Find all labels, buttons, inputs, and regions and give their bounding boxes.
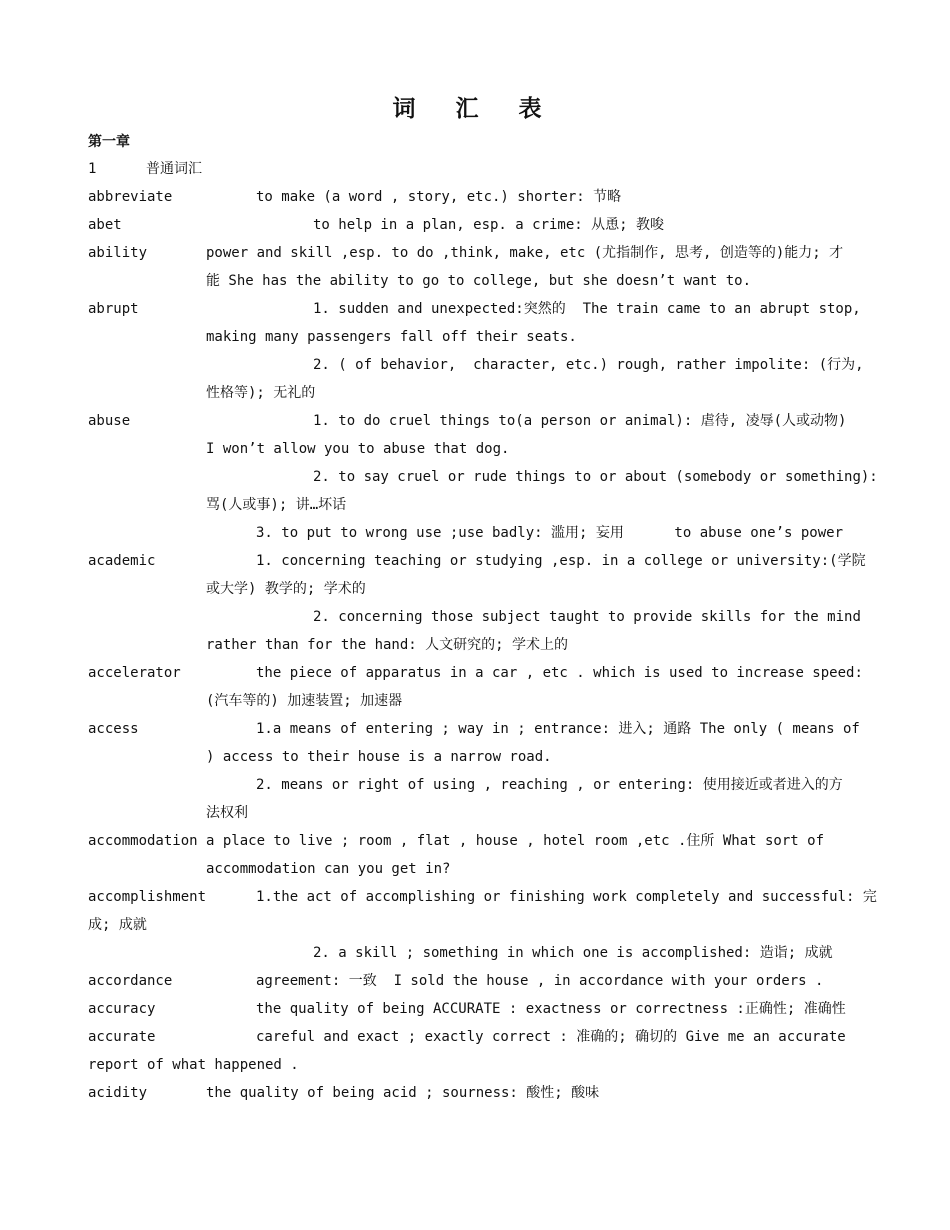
entry-definition: 2. a skill ; something in which one is accomplished: 造诣; 成就 [313, 945, 833, 961]
entry-definition: 2. means or right of using , reaching , or entering: 使用接近或者进入的方 [256, 777, 843, 793]
entry-word: abet [88, 217, 122, 233]
entry-definition: the quality of being ACCURATE : exactness or correctness :正确性; 准确性 [256, 1001, 846, 1017]
entry-word: academic [88, 553, 156, 569]
entry-definition: 1. sudden and unexpected:突然的 The train came to an abrupt stop, [313, 301, 861, 317]
entry-definition: accommodation can you get in? [206, 861, 451, 877]
entry-word: abuse [88, 413, 131, 429]
entry-definition: 1. concerning teaching or studying ,esp. in a college or university:(学院 [256, 553, 866, 569]
page-title: 词 汇 表 [392, 95, 558, 122]
entry-word: access [88, 721, 139, 737]
entry-definition: ) access to their house is a narrow road. [206, 749, 552, 765]
entry-word: accommodation [88, 833, 198, 849]
entry-definition: to make (a word , story, etc.) shorter: 节略 [256, 189, 622, 205]
entry-definition: a place to live ; room , flat , house , hotel room ,etc .住所 What sort of [206, 833, 825, 849]
entry-definition: to help in a plan, esp. a crime: 从恿; 教唆 [313, 217, 665, 233]
entry-word: ability [88, 245, 148, 261]
entry-definition: agreement: 一致 I sold the house , in accordance with your orders . [256, 973, 824, 989]
entry-definition: 1. to do cruel things to(a person or animal): 虐待, 凌辱(人或动物) [313, 413, 847, 429]
chapter-heading: 第一章 [88, 134, 130, 150]
entry-definition: (汽车等的) 加速装置; 加速器 [206, 693, 403, 709]
section-label: 普通词汇 [146, 161, 202, 177]
entry-word: acidity [88, 1085, 148, 1101]
entry-definition: power and skill ,esp. to do ,think, make, etc (尤指制作, 思考, 创造等的)能力; 才 [206, 245, 844, 261]
entry-definition: 3. to put to wrong use ;use badly: 滥用; 妄用 to abuse one’s power [256, 525, 844, 541]
entry-word: accuracy [88, 1001, 156, 1017]
entry-definition: 成; 成就 [88, 917, 147, 933]
entry-definition: 1.the act of accomplishing or finishing work completely and successful: 完 [256, 889, 877, 905]
entry-definition: 骂(人或事); 讲…坏话 [206, 497, 347, 513]
entry-definition: making many passengers fall off their seats. [206, 329, 577, 345]
entry-word: accordance [88, 973, 173, 989]
entry-word: accelerator [88, 665, 181, 681]
entry-definition: 1.a means of entering ; way in ; entrance: 进入; 通路 The only ( means of [256, 721, 860, 737]
entry-word: abbreviate [88, 189, 173, 205]
entry-definition: 法权利 [206, 805, 248, 821]
entry-definition: 2. ( of behavior, character, etc.) rough, rather impolite: (行为, [313, 357, 864, 373]
entry-word: accomplishment [88, 889, 207, 905]
entry-definition: rather than for the hand: 人文研究的; 学术上的 [206, 637, 569, 653]
entry-definition: 能 She has the ability to go to college, but she doesn’t want to. [206, 273, 752, 289]
entry-definition: I won’t allow you to abuse that dog. [206, 441, 510, 457]
entry-word: accurate [88, 1029, 156, 1045]
entry-definition: the piece of apparatus in a car , etc . which is used to increase speed: [256, 665, 863, 681]
entry-definition: 2. to say cruel or rude things to or about (somebody or something): [313, 469, 878, 485]
entry-definition: 或大学) 教学的; 学术的 [206, 581, 366, 597]
entry-definition: careful and exact ; exactly correct : 准确的; 确切的 Give me an accurate [256, 1029, 846, 1045]
entry-definition: report of what happened . [88, 1057, 299, 1073]
entry-definition: 性格等); 无礼的 [206, 385, 316, 401]
entry-word: abrupt [88, 301, 139, 317]
entry-definition: 2. concerning those subject taught to provide skills for the mind [313, 609, 861, 625]
section-number: 1 [88, 161, 97, 177]
entry-definition: the quality of being acid ; sourness: 酸性; 酸味 [206, 1085, 600, 1101]
